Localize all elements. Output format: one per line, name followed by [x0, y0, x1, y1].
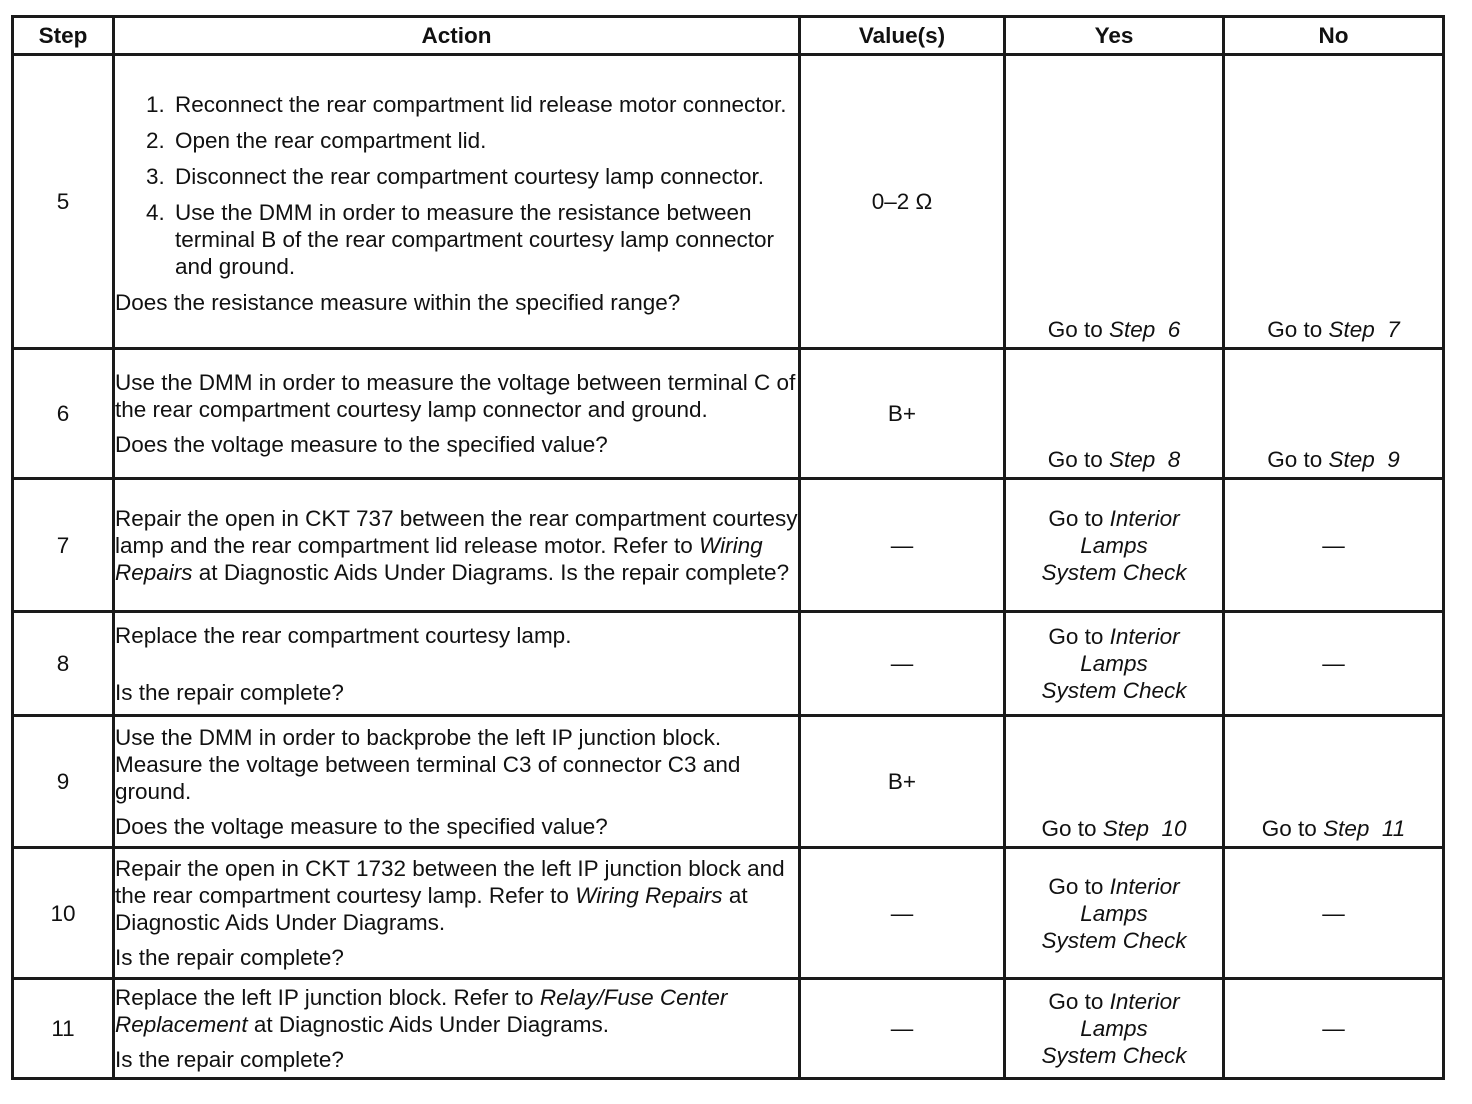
yes-cell	[1005, 55, 1224, 349]
header-action: Action	[114, 17, 800, 55]
value-cell: —	[800, 479, 1005, 612]
reference-link[interactable]: Wiring Repairs	[115, 532, 763, 585]
goto-link[interactable]: Interior	[1109, 989, 1180, 1014]
yes-cell	[1005, 612, 1224, 716]
action-cell	[114, 479, 800, 612]
reference-link[interactable]: Relay/Fuse Center Replacement	[115, 985, 728, 1037]
action-cell	[114, 55, 800, 349]
action-question: Is the repair complete?	[115, 679, 344, 705]
header-yes: Yes	[1005, 17, 1224, 55]
goto-step-link[interactable]: Step 8	[1108, 447, 1181, 472]
step-number: 6	[13, 349, 114, 479]
reference-link[interactable]: Wiring Repairs	[575, 883, 723, 908]
goto-link[interactable]: System Check	[1041, 559, 1187, 585]
action-cell	[114, 612, 800, 716]
action-cell	[114, 848, 800, 979]
goto-step-link[interactable]: Step 11	[1323, 816, 1406, 841]
action-text-part: Repair the open in CKT 737 between the rear compartment courtesy lamp and the rear compartment lid release motor. Refer to	[115, 505, 798, 558]
header-step: Step	[13, 17, 114, 55]
action-cell	[114, 349, 800, 479]
no-cell	[1224, 349, 1444, 479]
goto-link[interactable]: Lamps	[1080, 651, 1148, 676]
step-number: 11	[13, 979, 114, 1079]
table-row	[13, 55, 1444, 349]
action-steps-list	[115, 91, 798, 280]
action-text-part: at Diagnostic Aids Under Diagrams.	[115, 883, 748, 935]
goto-prefix: Go to	[1048, 989, 1104, 1014]
goto-link[interactable]: Lamps	[1080, 900, 1148, 926]
action-text-part: Replace the left IP junction block. Refer to	[115, 985, 534, 1010]
goto-prefix: Go to	[1267, 447, 1323, 472]
table-row	[13, 848, 1444, 979]
action-step: 1. Reconnect the rear compartment lid release motor connector.	[171, 91, 798, 118]
value-cell: —	[800, 612, 1005, 716]
value-cell: B+	[800, 716, 1005, 848]
yes-cell	[1005, 716, 1224, 848]
diagnostic-table-page	[11, 15, 1442, 1077]
no-cell: —	[1224, 479, 1444, 612]
action-question: Does the voltage measure to the specified value?	[115, 813, 608, 839]
step-number: 9	[13, 716, 114, 848]
value-cell: —	[800, 848, 1005, 979]
action-text-part: at Diagnostic Aids Under Diagrams.	[198, 559, 554, 585]
no-cell: —	[1224, 612, 1444, 716]
action-text	[115, 984, 798, 1038]
table-row	[13, 612, 1444, 716]
value-cell: 0–2 Ω	[800, 55, 1005, 349]
goto-link[interactable]: Lamps	[1080, 532, 1148, 558]
no-cell	[1224, 716, 1444, 848]
step-number: 5	[13, 55, 114, 349]
no-cell: —	[1224, 848, 1444, 979]
goto-link[interactable]: Interior	[1109, 873, 1180, 899]
goto-link[interactable]: System Check	[1041, 1043, 1187, 1068]
goto-prefix: Go to	[1047, 317, 1103, 342]
action-question: Does the resistance measure within the specified range?	[115, 290, 681, 315]
action-text	[115, 505, 798, 586]
goto-prefix: Go to	[1267, 317, 1323, 342]
value-cell: B+	[800, 349, 1005, 479]
action-cell	[114, 979, 800, 1079]
goto-prefix: Go to	[1048, 624, 1104, 649]
action-text-part: Repair the open in CKT 1732 between the left IP junction block and the rear compartment courtesy lamp. Refer to	[115, 856, 785, 908]
action-text: Use the DMM in order to backprobe the left IP junction block. Measure the voltage between terminal C3 of connector C3 and ground.	[115, 724, 741, 804]
table-row	[13, 979, 1444, 1079]
goto-prefix: Go to	[1047, 447, 1103, 472]
table-row	[13, 716, 1444, 848]
goto-link[interactable]: Interior	[1109, 505, 1180, 531]
goto-link[interactable]: Lamps	[1080, 1016, 1148, 1041]
no-cell: —	[1224, 979, 1444, 1079]
goto-prefix: Go to	[1261, 816, 1317, 841]
action-step: 2. Open the rear compartment lid.	[171, 127, 798, 154]
goto-step-link[interactable]: Step 9	[1328, 447, 1400, 472]
step-number: 10	[13, 848, 114, 979]
yes-cell	[1005, 349, 1224, 479]
goto-prefix: Go to	[1048, 505, 1104, 531]
table-row	[13, 349, 1444, 479]
action-question: Is the repair complete?	[115, 945, 344, 970]
goto-prefix: Go to	[1041, 816, 1097, 841]
action-question: Does the voltage measure to the specified value?	[115, 432, 608, 457]
action-cell	[114, 716, 800, 848]
action-text: Use the DMM in order to measure the voltage between terminal C of the rear compartment courtesy lamp connector and ground.	[115, 370, 796, 422]
goto-link[interactable]: System Check	[1041, 927, 1187, 953]
header-values: Value(s)	[800, 17, 1005, 55]
action-text-part: at Diagnostic Aids Under Diagrams.	[253, 1012, 609, 1037]
yes-cell	[1005, 479, 1224, 612]
value-cell: —	[800, 979, 1005, 1079]
action-text	[115, 855, 798, 936]
header-row	[13, 17, 1444, 55]
yes-cell	[1005, 848, 1224, 979]
goto-step-link[interactable]: Step 6	[1108, 317, 1181, 342]
step-number: 7	[13, 479, 114, 612]
action-question: Is the repair complete?	[560, 559, 790, 585]
header-no: No	[1224, 17, 1444, 55]
goto-step-link[interactable]: Step 7	[1328, 317, 1400, 342]
action-question: Is the repair complete?	[115, 1047, 344, 1072]
table-row	[13, 479, 1444, 612]
goto-link[interactable]: Interior	[1109, 624, 1180, 649]
action-step: 3. Disconnect the rear compartment courtesy lamp connector.	[171, 163, 798, 190]
yes-cell	[1005, 979, 1224, 1079]
action-text: Replace the rear compartment courtesy lamp.	[115, 622, 572, 648]
step-number: 8	[13, 612, 114, 716]
goto-link[interactable]: System Check	[1041, 678, 1187, 703]
diagnostic-table	[11, 15, 1445, 1080]
goto-step-link[interactable]: Step 10	[1102, 816, 1187, 841]
action-step: 4. Use the DMM in order to measure the resistance between terminal B of the rear compartment courtesy lamp connector and ground.	[171, 199, 798, 280]
no-cell	[1224, 55, 1444, 349]
goto-prefix: Go to	[1048, 873, 1104, 899]
